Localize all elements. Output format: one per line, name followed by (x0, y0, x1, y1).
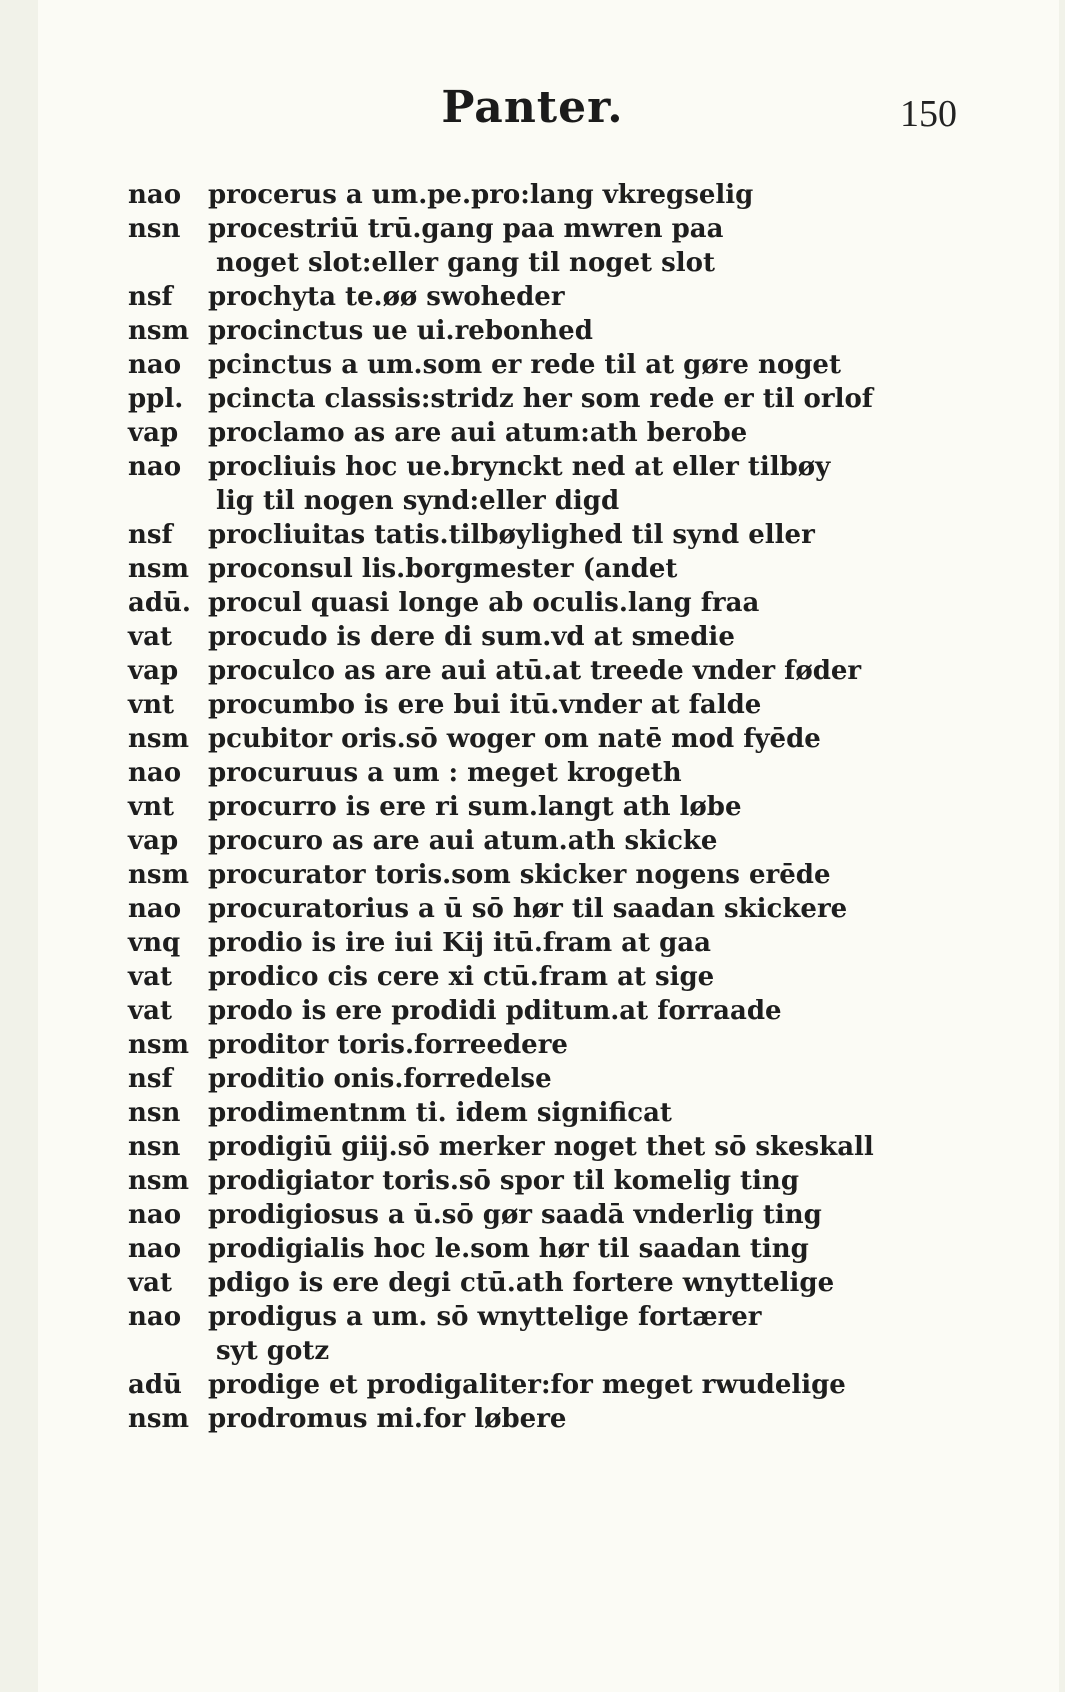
entry-line: procuratorius a ū sō hør til saadan skickere (208, 894, 848, 924)
entry-line: procul quasi longe ab oculis.lang fraa (208, 588, 760, 618)
dictionary-entry (128, 1130, 888, 1164)
dictionary-entry (128, 1300, 888, 1368)
dictionary-entry (128, 960, 888, 994)
dictionary-entry (128, 280, 888, 314)
entry-continuation: lig til nogen synd:eller digd (216, 486, 620, 516)
entry-text (208, 620, 888, 654)
entry-line: prodigiosus a ū.sō gør saadā vnderlig ting (208, 1200, 822, 1230)
entry-line: proclamo as are aui atum:ath berobe (208, 418, 748, 448)
dictionary-entry (128, 518, 888, 552)
entry-text (208, 178, 888, 212)
entry-line: prodio is ire iui Kij itū.fram at gaa (208, 928, 711, 958)
entry-text (208, 790, 888, 824)
entry-text (208, 518, 888, 552)
grammar-tag: vat (128, 622, 172, 652)
entry-text (208, 280, 888, 314)
entry-line: procumbo is ere bui itū.vnder at falde (208, 690, 762, 720)
dictionary-entries (128, 178, 888, 1436)
entry-line: pdigo is ere degi ctū.ath fortere wnyttelige (208, 1268, 835, 1298)
entry-line: procudo is dere di sum.vd at smedie (208, 622, 735, 652)
entry-text (208, 212, 888, 280)
entry-text (208, 1096, 888, 1130)
entry-text (208, 960, 888, 994)
dictionary-entry (128, 654, 888, 688)
entry-line: procurro is ere ri sum.langt ath løbe (208, 792, 742, 822)
entry-text (208, 416, 888, 450)
dictionary-entry (128, 1198, 888, 1232)
grammar-tag: vat (128, 1268, 172, 1298)
dictionary-entry (128, 552, 888, 586)
grammar-tag: vnq (128, 928, 181, 958)
page-number: 150 (900, 93, 957, 135)
grammar-tag: nao (128, 894, 182, 924)
entry-continuation: noget slot:eller gang til noget slot (216, 248, 715, 278)
dictionary-entry (128, 416, 888, 450)
entry-text (208, 858, 888, 892)
entry-text (208, 722, 888, 756)
grammar-tag: vnt (128, 690, 175, 720)
entry-line: pcubitor oris.sō woger om natē mod fyēde (208, 724, 821, 754)
entry-text (208, 1300, 888, 1368)
entry-line: prodico cis cere xi ctū.fram at sige (208, 962, 715, 992)
grammar-tag: nsn (128, 214, 181, 244)
grammar-tag: nsn (128, 1098, 181, 1128)
entry-text (208, 1164, 888, 1198)
grammar-tag: vap (128, 826, 179, 856)
grammar-tag: adū. (128, 588, 191, 618)
grammar-tag: nao (128, 1200, 182, 1230)
grammar-tag: nao (128, 452, 182, 482)
grammar-tag: nao (128, 1234, 182, 1264)
entry-line: procurator toris.som skicker nogens erēde (208, 860, 831, 890)
dictionary-entry (128, 858, 888, 892)
entry-line: procerus a um.pe.pro:lang vkregselig (208, 180, 754, 210)
entry-text (208, 994, 888, 1028)
grammar-tag: nao (128, 1302, 182, 1332)
dictionary-entry (128, 178, 888, 212)
dictionary-entry (128, 314, 888, 348)
entry-text (208, 892, 888, 926)
dictionary-entry (128, 348, 888, 382)
dictionary-entry (128, 586, 888, 620)
dictionary-entry (128, 688, 888, 722)
entry-line: prodigus a um. sō wnyttelige fortærer (208, 1302, 762, 1332)
grammar-tag: vat (128, 996, 172, 1026)
grammar-tag: vap (128, 418, 179, 448)
grammar-tag: adū (128, 1370, 182, 1400)
dictionary-entry (128, 382, 888, 416)
running-head: Panter. (441, 82, 624, 133)
dictionary-entry (128, 450, 888, 518)
grammar-tag: nsn (128, 1132, 181, 1162)
dictionary-entry (128, 994, 888, 1028)
entry-line: prodromus mi.for løbere (208, 1404, 567, 1434)
entry-text (208, 450, 888, 518)
entry-line: prochyta te.øø swoheder (208, 282, 565, 312)
dictionary-entry (128, 1164, 888, 1198)
grammar-tag: nsm (128, 554, 190, 584)
grammar-tag: vat (128, 962, 172, 992)
dictionary-entry (128, 790, 888, 824)
dictionary-entry (128, 620, 888, 654)
entry-line: procinctus ue ui.rebonhed (208, 316, 593, 346)
entry-line: prodige et prodigaliter:for meget rwudelige (208, 1370, 846, 1400)
entry-line: prodo is ere prodidi pditum.at forraade (208, 996, 782, 1026)
dictionary-entry (128, 1062, 888, 1096)
entry-line: prodigiū giij.sō merker noget thet sō skeskall (208, 1132, 874, 1162)
dictionary-entry (128, 824, 888, 858)
grammar-tag: vnt (128, 792, 175, 822)
entry-line: proditio onis.forredelse (208, 1064, 552, 1094)
grammar-tag: nao (128, 350, 182, 380)
entry-line: procliuis hoc ue.brynckt ned at eller tilbøy (208, 452, 831, 482)
entry-text (208, 1062, 888, 1096)
entry-line: prodigialis hoc le.som hør til saadan ting (208, 1234, 809, 1264)
dictionary-entry (128, 892, 888, 926)
entry-line: pcincta classis:stridz her som rede er til orlof (208, 384, 873, 414)
grammar-tag: ppl. (128, 384, 184, 414)
entry-text (208, 756, 888, 790)
entry-text (208, 382, 888, 416)
dictionary-entry (128, 1266, 888, 1300)
grammar-tag: nsm (128, 1166, 190, 1196)
entry-text (208, 1402, 888, 1436)
entry-text (208, 552, 888, 586)
entry-line: procliuitas tatis.tilbøylighed til synd eller (208, 520, 815, 550)
entry-text (208, 348, 888, 382)
entry-text (208, 926, 888, 960)
dictionary-entry (128, 926, 888, 960)
grammar-tag: nsm (128, 316, 190, 346)
entry-line: prodigiator toris.sō spor til komelig ting (208, 1166, 800, 1196)
entry-line: proditor toris.forreedere (208, 1030, 568, 1060)
grammar-tag: nsm (128, 1030, 190, 1060)
entry-line: pcinctus a um.som er rede til at gøre noget (208, 350, 841, 380)
grammar-tag: nao (128, 758, 182, 788)
dictionary-entry (128, 722, 888, 756)
entry-line: prodimentnm ti. idem significat (208, 1098, 672, 1128)
grammar-tag: vap (128, 656, 179, 686)
entry-text (208, 1232, 888, 1266)
grammar-tag: nsf (128, 282, 173, 312)
grammar-tag: nsm (128, 1404, 190, 1434)
grammar-tag: nsm (128, 724, 190, 754)
grammar-tag: nsm (128, 860, 190, 890)
entry-line: proculco as are aui atū.at treede vnder føder (208, 656, 862, 686)
entry-text (208, 688, 888, 722)
entry-text (208, 1130, 888, 1164)
entry-text (208, 314, 888, 348)
grammar-tag: nao (128, 180, 182, 210)
entry-text (208, 1368, 888, 1402)
entry-line: procestriū trū.gang paa mwren paa (208, 214, 724, 244)
entry-text (208, 824, 888, 858)
dictionary-entry (128, 212, 888, 280)
dictionary-entry (128, 756, 888, 790)
dictionary-entry (128, 1096, 888, 1130)
entry-text (208, 586, 888, 620)
entry-text (208, 1198, 888, 1232)
grammar-tag: nsf (128, 1064, 173, 1094)
dictionary-entry (128, 1028, 888, 1062)
entry-continuation: syt gotz (216, 1336, 330, 1366)
dictionary-entry (128, 1232, 888, 1266)
entry-text (208, 654, 888, 688)
entry-text (208, 1028, 888, 1062)
entry-line: procuruus a um : meget krogeth (208, 758, 682, 788)
entry-line: procuro as are aui atum.ath skicke (208, 826, 718, 856)
dictionary-entry (128, 1368, 888, 1402)
dictionary-entry (128, 1402, 888, 1436)
grammar-tag: nsf (128, 520, 173, 550)
entry-text (208, 1266, 888, 1300)
entry-line: proconsul lis.borgmester (andet (208, 554, 678, 584)
